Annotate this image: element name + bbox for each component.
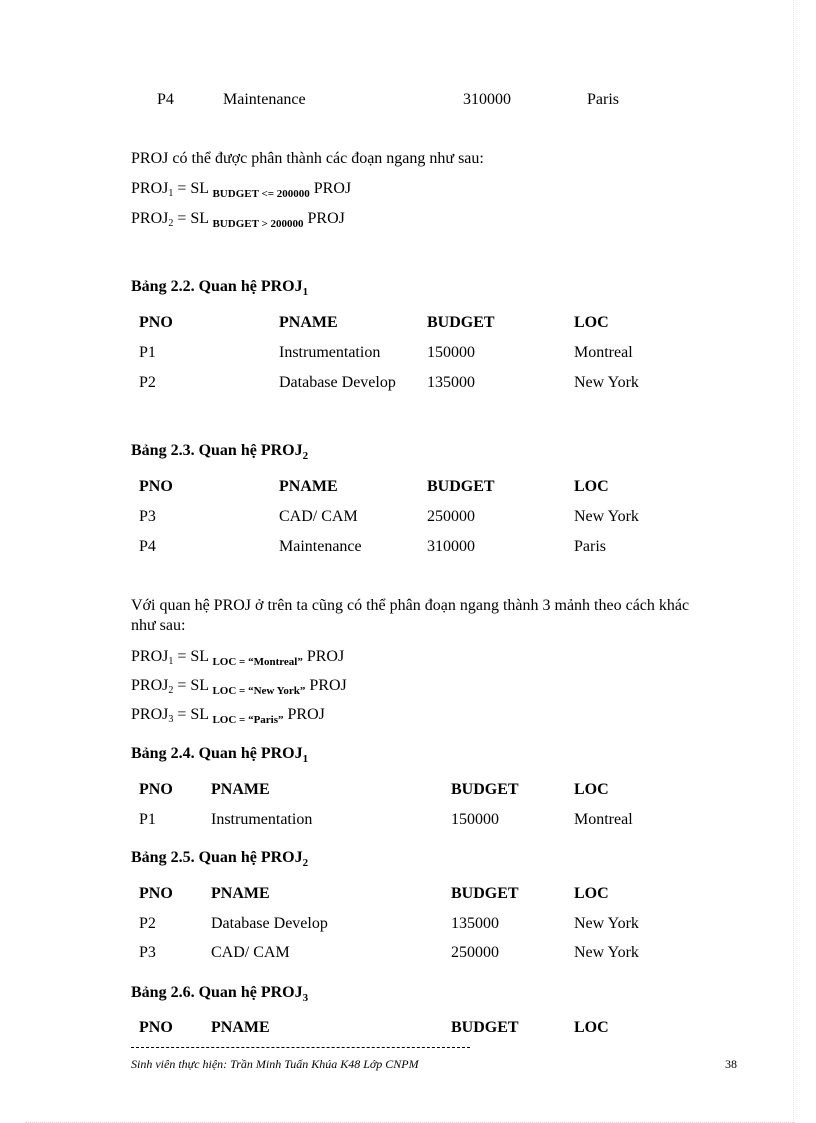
table-cell: Montreal xyxy=(574,344,633,361)
formula-lhs-sub: 2 xyxy=(168,218,174,229)
table-cell: Maintenance xyxy=(279,538,362,555)
formula-rhs: PROJ xyxy=(307,210,345,227)
intro-paragraph-2-line-1: Với quan hệ PROJ ở trên ta cũng có thể phân đoạn ngang thành 3 mảnh theo cách khác xyxy=(131,597,690,614)
caption-text: Bảng 2.3. Quan hệ PROJ xyxy=(131,442,303,459)
formula-rhs: PROJ xyxy=(287,706,325,723)
formula-predicate: BUDGET > 200000 xyxy=(212,218,304,230)
table-cell: 135000 xyxy=(427,374,475,391)
formula-budget-2 xyxy=(131,210,345,230)
table-cell: New York xyxy=(574,374,639,391)
header-loc: LOC xyxy=(574,478,609,495)
header-loc: LOC xyxy=(574,781,609,798)
table-2-3-caption xyxy=(131,442,308,462)
header-pname: PNAME xyxy=(211,781,270,798)
formula-lhs-sub: 1 xyxy=(168,656,174,667)
formula-rhs: PROJ xyxy=(313,180,352,197)
table-cell: P1 xyxy=(139,811,156,828)
table-cell: 250000 xyxy=(427,508,475,525)
table-cell: CAD/ CAM xyxy=(211,944,290,961)
top-row-loc: Paris xyxy=(587,91,619,108)
header-pno: PNO xyxy=(139,1019,173,1036)
header-pname: PNAME xyxy=(279,314,338,331)
formula-predicate: LOC = “Paris” xyxy=(212,714,284,726)
formula-lhs: PROJ xyxy=(131,706,169,723)
table-2-4-caption xyxy=(131,745,308,765)
formula-rhs: PROJ xyxy=(309,677,347,694)
header-budget: BUDGET xyxy=(451,885,519,902)
table-cell: 135000 xyxy=(451,915,499,932)
table-cell: P3 xyxy=(139,508,156,525)
header-pname: PNAME xyxy=(279,478,338,495)
formula-lhs: PROJ xyxy=(131,180,169,197)
formula-lhs: PROJ xyxy=(131,210,169,227)
formula-loc-1 xyxy=(131,648,344,668)
formula-budget-1 xyxy=(131,180,351,200)
formula-op: = SL xyxy=(177,706,209,723)
page-right-border xyxy=(793,0,794,1123)
formula-predicate: BUDGET <= 200000 xyxy=(212,188,310,200)
formula-loc-3 xyxy=(131,706,325,726)
table-cell: Database Develop xyxy=(211,915,328,932)
table-2-6-caption xyxy=(131,984,308,1004)
table-cell: 250000 xyxy=(451,944,499,961)
formula-op: = SL xyxy=(177,677,209,694)
caption-sub: 1 xyxy=(302,286,309,298)
formula-lhs: PROJ xyxy=(131,677,169,694)
table-cell: New York xyxy=(574,508,639,525)
table-cell: Instrumentation xyxy=(211,811,313,828)
caption-sub: 3 xyxy=(302,992,309,1004)
formula-lhs-sub: 2 xyxy=(168,685,174,696)
table-2-5-caption xyxy=(131,849,308,869)
header-budget: BUDGET xyxy=(427,478,495,495)
header-loc: LOC xyxy=(574,885,609,902)
table-cell: P1 xyxy=(139,344,156,361)
intro-paragraph-2-line-2: như sau: xyxy=(131,617,186,634)
table-cell: 150000 xyxy=(427,344,475,361)
header-pno: PNO xyxy=(139,478,173,495)
formula-lhs: PROJ xyxy=(131,648,169,665)
formula-predicate: LOC = “New York” xyxy=(212,685,306,697)
header-pno: PNO xyxy=(139,314,173,331)
table-cell: P2 xyxy=(139,374,156,391)
top-row-pno: P4 xyxy=(157,91,174,108)
header-budget: BUDGET xyxy=(427,314,495,331)
formula-op: = SL xyxy=(177,648,209,665)
caption-sub: 1 xyxy=(302,753,309,765)
header-loc: LOC xyxy=(574,314,609,331)
table-cell: Database Develop xyxy=(279,374,396,391)
header-pno: PNO xyxy=(139,885,173,902)
table-cell: CAD/ CAM xyxy=(279,508,358,525)
formula-lhs-sub: 1 xyxy=(168,188,174,199)
table-cell: Montreal xyxy=(574,811,633,828)
header-pname: PNAME xyxy=(211,885,270,902)
table-cell: P2 xyxy=(139,915,156,932)
table-cell: New York xyxy=(574,915,639,932)
formula-predicate: LOC = “Montreal” xyxy=(212,656,303,668)
header-budget: BUDGET xyxy=(451,1019,519,1036)
top-row-pname: Maintenance xyxy=(223,91,306,108)
table-2-2-caption xyxy=(131,278,308,298)
table-cell: 310000 xyxy=(427,538,475,555)
header-pno: PNO xyxy=(139,781,173,798)
table-cell: New York xyxy=(574,944,639,961)
caption-sub: 2 xyxy=(302,857,309,869)
table-cell: P4 xyxy=(139,538,156,555)
top-row-budget: 310000 xyxy=(463,91,511,108)
formula-loc-2 xyxy=(131,677,347,697)
caption-text: Bảng 2.2. Quan hệ PROJ xyxy=(131,278,303,295)
formula-rhs: PROJ xyxy=(306,648,345,665)
table-cell: Instrumentation xyxy=(279,344,381,361)
header-loc: LOC xyxy=(574,1019,609,1036)
header-pname: PNAME xyxy=(211,1019,270,1036)
formula-op: = SL xyxy=(177,180,209,197)
footer-rule xyxy=(131,1047,470,1048)
header-budget: BUDGET xyxy=(451,781,519,798)
caption-text: Bảng 2.4. Quan hệ PROJ xyxy=(131,745,303,762)
footer-text: Sinh viên thực hiện: Trần Minh Tuấn Khúa K48 Lớp CNPM xyxy=(131,1057,419,1071)
table-cell: Paris xyxy=(574,538,606,555)
page-number: 38 xyxy=(725,1057,737,1071)
formula-lhs-sub: 3 xyxy=(168,714,174,725)
caption-text: Bảng 2.5. Quan hệ PROJ xyxy=(131,849,303,866)
caption-sub: 2 xyxy=(302,450,309,462)
table-cell: P3 xyxy=(139,944,156,961)
table-cell: 150000 xyxy=(451,811,499,828)
caption-text: Bảng 2.6. Quan hệ PROJ xyxy=(131,984,303,1001)
intro-paragraph-1: PROJ có thể được phân thành các đoạn ngang như sau: xyxy=(131,150,484,167)
formula-op: = SL xyxy=(177,210,209,227)
